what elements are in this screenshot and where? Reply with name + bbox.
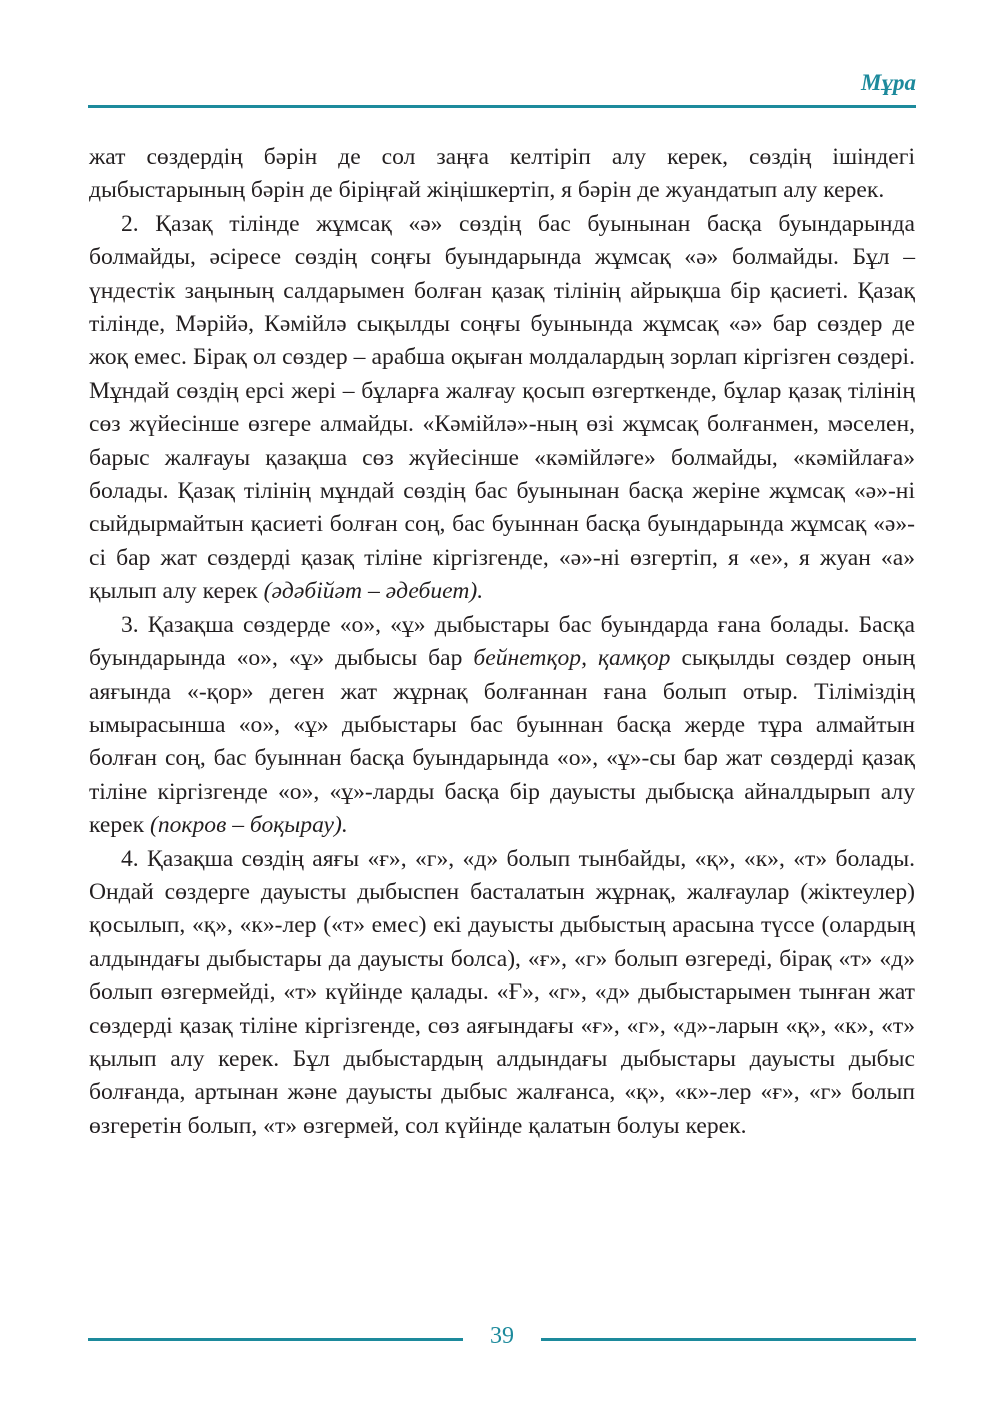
paragraph-3 xyxy=(89,609,915,843)
paragraph-4-text: 4. Қазақша сөздің аяғы «ғ», «г», «д» болып тынбайды, «қ», «к», «т» болады. Ондай сөздерге дауысты дыбыспен басталатын жұрнақ, жалғаулар (жіктеулер) қосылып, «қ», «к»-лер («т» емес) екі дауысты дыбыстың арасына түссе (олардың алдындағы дыбыстары да дауысты болса), «ғ», «г» болып өзгереді, бірақ «т» «д» болып өзгермейді, «т» күйінде қалады. «Ғ», «г», «д» дыбыстарымен тынған жат сөздерді қазақ тіліне кіргізгенде, сөз аяғындағы «ғ», «г», «д»-ларын «қ», «к», «т» қылып алу керек. Бұл дыбыстардың алдындағы дыбыстары дауысты дыбыс болғанда, артынан және дауысты дыбыс жалғанса, «қ», «к»-лер «ғ», «г» болып өзгеретін болып, «т» өзгермей, сол күйінде қалатын болуы керек. xyxy=(89,845,915,1139)
header-rule xyxy=(88,105,916,108)
footer-rule-left xyxy=(88,1338,463,1341)
body-text xyxy=(89,141,915,1143)
paragraph-3-tail: сықылды сөздер оның аяғында «-қор» деген жат жұрнақ болғаннан ғана болып отыр. Тіліміздің ымырасынша «о», «ұ» дыбыстары бас буыннан басқа жерде тұра алмайтын болған соң, бас буыннан басқа буындарында «о», «ұ»-сы бар жат сөздерді қазақ тіліне кіргізгенде «о», «ұ»-ларды басқа бір дауысты дыбысқа айналдырып алу керек xyxy=(89,645,915,839)
paragraph-2 xyxy=(89,208,915,609)
paragraph-3-italic-example-2: (покров – боқырау). xyxy=(149,812,348,839)
page-number: 39 xyxy=(490,1323,514,1349)
paragraph-2-text: 2. Қазақ тілінде жұмсақ «ә» сөздің бас буынынан басқа буындарында болмайды, әсіресе сөздің соңғы буындарында жұмсақ «ә» болмайды. Бұл – үндестік заңының салдарымен болған қазақ тілінің айрықша бір қасиеті. Қазақ тілінде, Мәрійә, Кәмійлә сықылды соңғы буынында жұмсақ «ә» бар сөздер де жоқ емес. Бірақ ол сөздер – арабша оқыған молдалардың зорлап кіргізген сөздері. Мұндай сөздің ерсі жері – бұларға жалғау қосып өзгерткенде, бұлар қазақ тілінің сөз жүйесінше өзгере алмайды. «Кәмійлә»-ның өзі жұмсақ болғанмен, мәселен, барыс жалғауы қазақша сөз жүйесінше «кәмійләге» болмайды, «кәмійлаға» болады. Қазақ тілінің мұндай сөздің бас буынынан басқа жеріне жұмсақ «ә»-ні сыйдырмайтын қасиеті болған соң, бас буыннан басқа буындарында жұмсақ «ә»-сі бар жат сөздерді қазақ тіліне кіргізгенде, «ә»-ні өзгертіп, я «е», я жуан «а» қылып алу керек xyxy=(89,210,915,605)
paragraph-1-text: жат сөздердің бәрін де сол заңға келтіріп алу керек, сөздің ішіндегі дыбыстарының бәрін де біріңғай жіңішкертіп, я бәрін де жуандатып алу керек. xyxy=(89,144,915,204)
running-header-title: Мұра xyxy=(861,70,916,95)
paragraph-2-italic-example: (әдәбійәт – әдебиет). xyxy=(263,578,484,605)
footer-rule-right xyxy=(541,1338,916,1341)
paragraph-1 xyxy=(89,141,915,208)
paragraph-4 xyxy=(89,843,915,1144)
paragraph-3-italic-example: бейнетқор, қамқор xyxy=(473,645,671,672)
page-footer xyxy=(88,1320,916,1360)
paragraph-3-text: 3. Қазақша сөздерде «о», «ұ» дыбыстары бас буындарда ғана болады. Басқа буындарында «о», «ұ» дыбысы бар xyxy=(89,611,915,672)
